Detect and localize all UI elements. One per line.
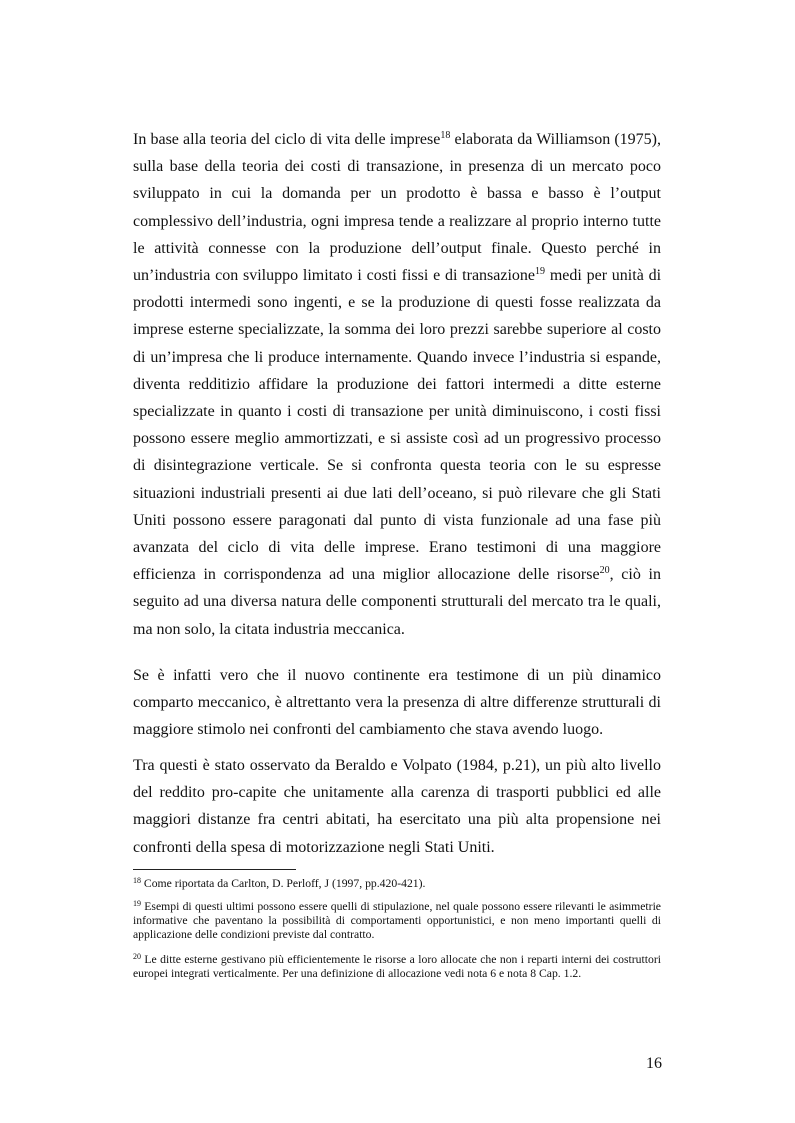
footnote-number: 19 [133,899,141,908]
footnote-text: Le ditte esterne gestivano più efficientemente le risorse a loro allocate che non i reparti interni dei costruttori europei integrati verticalmente. Per una definizione di allocazione vedi nota 6 e nota 8 Cap. 1.2. [133,953,661,981]
footnote-ref-20[interactable]: 20 [599,565,610,577]
page-number: 16 [646,1055,662,1072]
paragraph-text: medi per unità di prodotti intermedi sono ingenti, e se la produzione di questi fosse realizzata da imprese esterne specializzate, la somma dei loro prezzi sarebbe superiore al costo di un’impresa che li produce internamente. Quando invece l’industria si espande, diventa redditizio affidare la produzione dei fattori intermedi a ditte esterne specializzate in quanto i costi di transazione per unità diminuiscono, i costi fissi possono essere meglio ammortizzati, e si assiste così ad un progressivo processo di disintegrazione verticale. Se si confronta questa teoria con le su espresse situazioni industriali presenti ai due lati dell’oceano, si può rilevare che gli Stati Uniti possono essere paragonati dal punto di vista funzionale ad una fase più avanzata del ciclo di vita delle imprese. Erano testimoni di una maggiore efficienza in corrispondenza ad una miglior allocazione delle risorse [133,267,662,584]
footnote-number: 20 [133,952,141,961]
body-paragraph-1 [133,126,661,643]
footnote-20 [133,953,661,981]
paragraph-text: elaborata da Williamson (1975), sulla base della teoria dei costi di transazione, in presenza di un mercato poco sviluppato in cui la domanda per un prodotto è bassa e basso è l’output complessivo dell’industria, ogni impresa tende a realizzare al proprio interno tutte le attività connesse con la produzione dell’output finale. Questo perché in un’industria con sviluppo limitato i costi fissi e di transazione [133,131,662,285]
paragraph-text: In base alla teoria del ciclo di vita delle imprese [133,131,441,148]
footnote-text: Esempi di questi ultimi possono essere quelli di stipulazione, nel quale possono essere rilevanti le asimmetrie informative che paventano la possibilità di comportamenti opportunistici, e non meno importanti quelli di applicazione delle condizioni previste dal contratto. [133,900,661,942]
footnote-text: Come riportata da Carlton, D. Perloff, J (1997, pp.420-421). [141,877,426,890]
body-paragraph-2: Se è infatti vero che il nuovo continente era testimone di un più dinamico comparto meccanico, è altrettanto vera la presenza di altre differenze strutturali di maggiore stimolo nei confronti del cambiamento che stava avendo luogo. [133,667,661,739]
paragraph-text: , ciò in seguito ad una diversa natura delle componenti strutturali del mercato tra le quali, ma non solo, la citata industria meccanica. [133,566,661,638]
footnote-separator [133,869,296,870]
footnote-ref-19[interactable]: 19 [535,266,546,278]
footnote-18 [133,877,661,891]
footnote-ref-18[interactable]: 18 [440,130,451,141]
body-paragraph-3: Tra questi è stato osservato da Beraldo e Volpato (1984, p.21), un più alto livello del reddito pro-capite che unitamente alla carenza di trasporti pubblici ed alle maggiori distanze fra centri abitati, ha esercitato una più alta propensione nei confronti della spesa di motorizzazione negli Stati Uniti. [133,757,661,856]
footnote-19 [133,900,661,943]
footnote-number: 18 [133,876,141,885]
